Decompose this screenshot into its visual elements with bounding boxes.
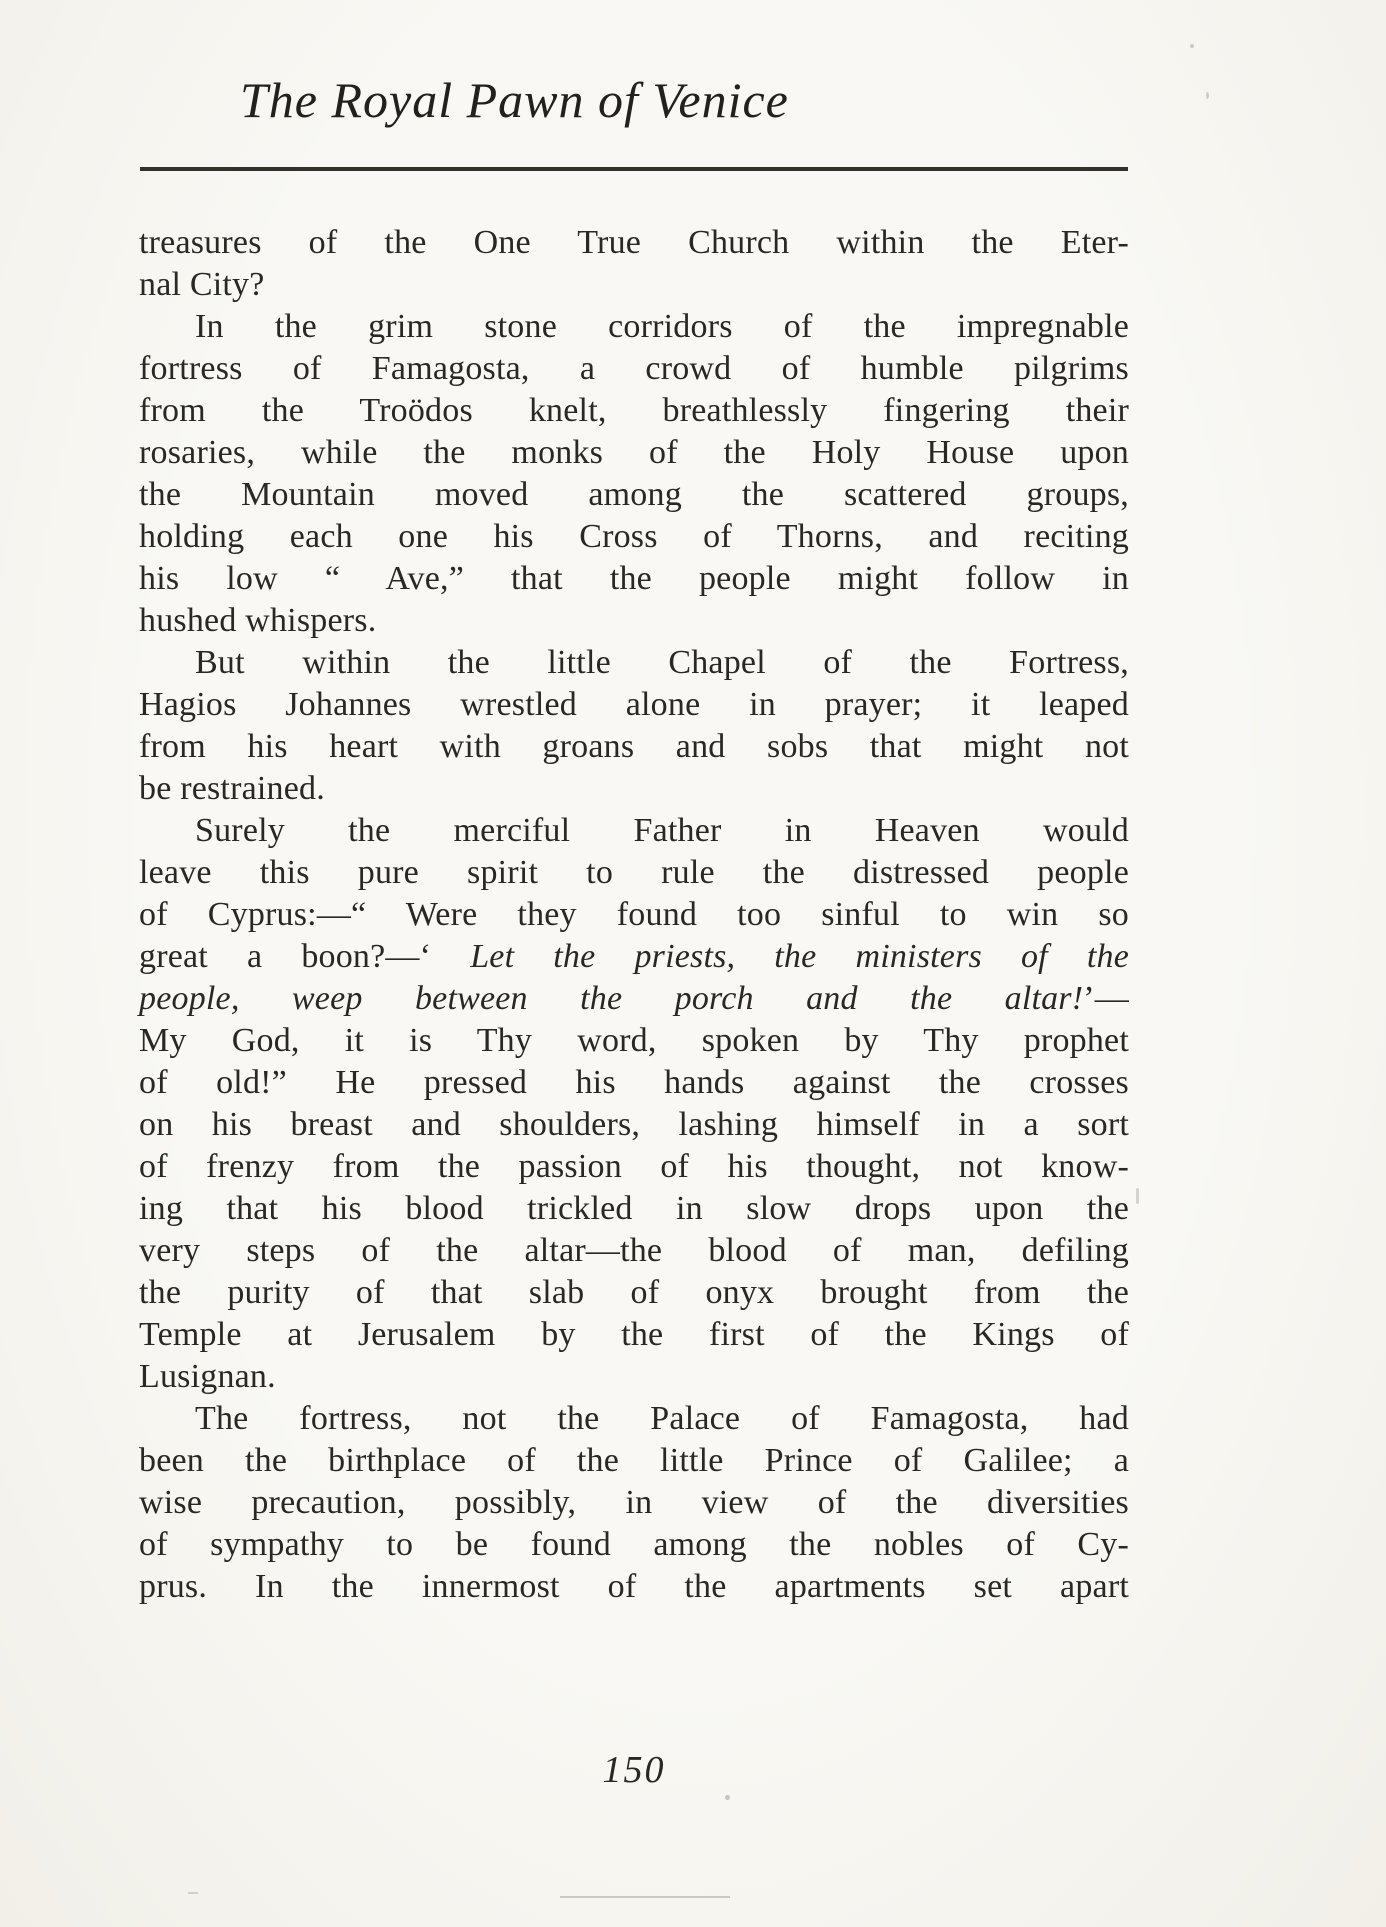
text-segment: Surely the merciful Father in Heaven would (195, 812, 1129, 849)
text-line (139, 264, 1129, 306)
text-segment: been the birthplace of the little Prince of Galilee; a (139, 1442, 1129, 1479)
text-line (139, 1272, 1129, 1314)
paragraph (139, 810, 1129, 1398)
scan-artifact (725, 1795, 730, 1800)
text-segment: his low “ Ave,” that the people might follow in (139, 560, 1129, 597)
text-line (139, 600, 1129, 642)
text-line (139, 432, 1129, 474)
scan-artifact (188, 1892, 198, 1894)
text-line (139, 684, 1129, 726)
text-line (139, 1188, 1129, 1230)
paragraph (139, 222, 1129, 306)
text-segment: Hagios Johannes wrestled alone in prayer; it leaped (139, 686, 1129, 723)
text-segment: of Cyprus:—“ Were they found too sinful to win so (139, 896, 1129, 933)
text-segment: from his heart with groans and sobs that might not (139, 728, 1129, 765)
text-segment: Temple at Jerusalem by the first of the Kings of (139, 1316, 1129, 1353)
text-line (139, 768, 1129, 810)
text-line (139, 1314, 1129, 1356)
italic-text-segment: people, weep between the porch and the altar! (139, 980, 1084, 1017)
text-line (139, 306, 1129, 348)
text-segment: the Mountain moved among the scattered groups, (139, 476, 1129, 513)
text-segment: very steps of the altar—the blood of man, defiling (139, 1232, 1129, 1269)
text-line (139, 390, 1129, 432)
text-segment: be restrained. (139, 770, 325, 807)
text-segment: fortress of Famagosta, a crowd of humble pilgrims (139, 350, 1129, 387)
text-segment: the purity of that slab of onyx brought from the (139, 1274, 1129, 1311)
text-line (139, 1440, 1129, 1482)
text-segment: rosaries, while the monks of the Holy House upon (139, 434, 1129, 471)
page-body (139, 222, 1129, 1608)
text-line (139, 1524, 1129, 1566)
text-line (139, 978, 1129, 1020)
page-number: 150 (602, 1749, 666, 1791)
text-line (139, 936, 1129, 978)
text-line (139, 1398, 1129, 1440)
text-segment: prus. In the innermost of the apartments set apart (139, 1568, 1129, 1605)
text-line (139, 1062, 1129, 1104)
text-segment: nal City? (139, 266, 265, 303)
text-segment: of frenzy from the passion of his thought, not know- (139, 1148, 1129, 1185)
scan-artifact (1190, 44, 1194, 48)
scan-artifact (1206, 92, 1209, 99)
text-line (139, 1482, 1129, 1524)
text-segment: ’— (1083, 980, 1129, 1017)
text-line (139, 1356, 1129, 1398)
text-line (139, 1566, 1129, 1608)
text-line (139, 894, 1129, 936)
text-segment: wise precaution, possibly, in view of the diversities (139, 1484, 1129, 1521)
text-line (139, 348, 1129, 390)
text-line (139, 516, 1129, 558)
text-segment: But within the little Chapel of the Fortress, (195, 644, 1129, 681)
text-line (139, 1020, 1129, 1062)
paragraph (139, 642, 1129, 810)
text-segment: on his breast and shoulders, lashing himself in a sort (139, 1106, 1129, 1143)
text-line (139, 1104, 1129, 1146)
text-line (139, 1230, 1129, 1272)
text-line (139, 810, 1129, 852)
scan-artifact (560, 1896, 730, 1898)
text-line (139, 1146, 1129, 1188)
text-segment: Lusignan. (139, 1358, 276, 1395)
paragraph (139, 1398, 1129, 1608)
text-segment: In the grim stone corridors of the impregnable (195, 308, 1129, 345)
text-segment: of old!” He pressed his hands against the crosses (139, 1064, 1129, 1101)
text-segment: The fortress, not the Palace of Famagosta, had (195, 1400, 1129, 1437)
scan-artifact (1136, 1188, 1139, 1204)
text-line (139, 558, 1129, 600)
text-line (139, 852, 1129, 894)
text-line (139, 642, 1129, 684)
text-segment: My God, it is Thy word, spoken by Thy prophet (139, 1022, 1129, 1059)
text-segment: from the Troödos knelt, breathlessly fingering their (139, 392, 1129, 429)
italic-text-segment: Let the priests, the ministers of the (470, 938, 1129, 975)
text-segment: of sympathy to be found among the nobles of Cy- (139, 1526, 1129, 1563)
text-segment: hushed whispers. (139, 602, 377, 639)
text-line (139, 474, 1129, 516)
header-rule (140, 167, 1128, 171)
paragraph (139, 306, 1129, 642)
text-segment: leave this pure spirit to rule the distressed people (139, 854, 1129, 891)
text-line (139, 726, 1129, 768)
text-segment: ing that his blood trickled in slow drops upon the (139, 1190, 1129, 1227)
text-segment: great a boon?—‘ (139, 938, 471, 975)
text-segment: treasures of the One True Church within the Eter- (139, 224, 1129, 261)
text-line (139, 222, 1129, 264)
text-segment: holding each one his Cross of Thorns, and reciting (139, 518, 1129, 555)
running-title: The Royal Pawn of Venice (240, 72, 789, 128)
